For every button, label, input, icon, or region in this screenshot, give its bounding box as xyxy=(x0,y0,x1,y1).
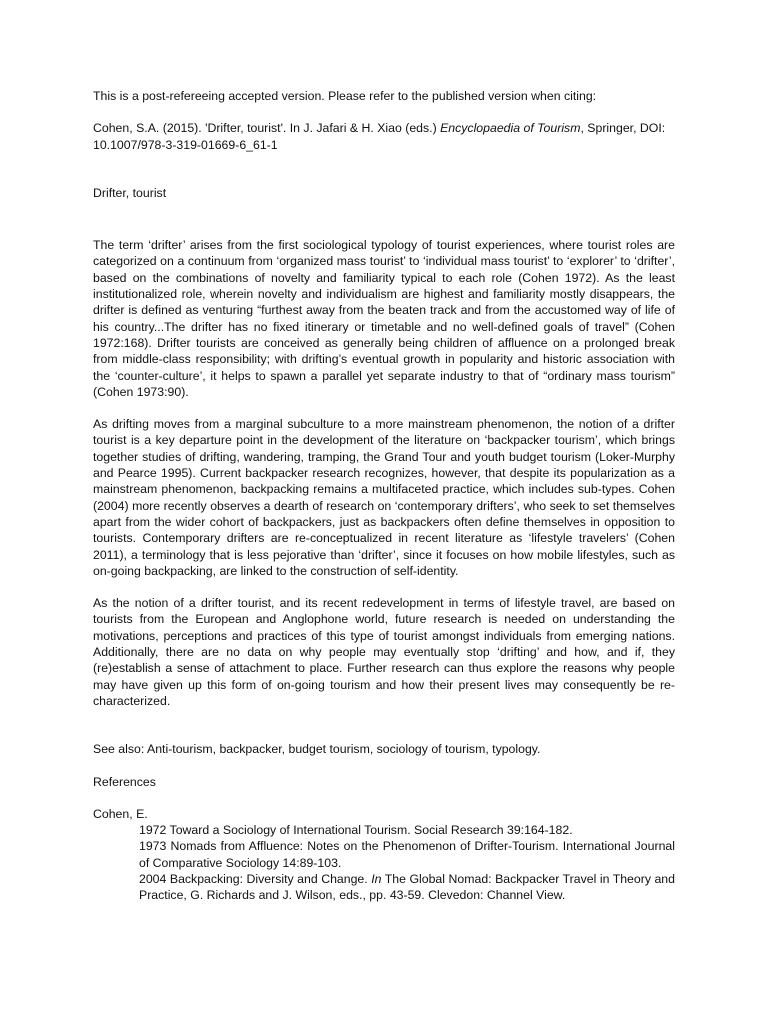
reference-entry-2004 xyxy=(93,871,675,904)
spacer xyxy=(93,153,675,185)
reference-entry-1973: 1973 Nomads from Affluence: Notes on the Phenomenon of Drifter-Tourism. International Journal of Comparative Sociology 14:89-103. xyxy=(139,839,675,870)
spacer xyxy=(93,579,675,595)
citation-suffix: , Springer, DOI: 10.1007/978-3-319-01669-6_61-1 xyxy=(93,121,666,152)
paragraph-1: The term ‘drifter’ arises from the first sociological typology of tourist experiences, where tourist roles are categorized on a continuum from ‘organized mass tourist’ to ‘individual mass tourist’ to ‘explorer’ to ‘drifter’, based on the combinations of novelty and familiarity typical to each role (Cohen 1972). As the least institutionalized role, wherein novelty and individualism are highest and familiarity mostly disappears, the drifter is defined as venturing “furthest away from the beaten track and from the accustomed way of life of his country...The drifter has no fixed itinerary or timetable and no well-defined goals of travel” (Cohen 1972:168). Drifter tourists are conceived as generally being children of affluence on a prolonged break from middle-class responsibility; with drifting’s eventual growth in popularity and historic association with the ‘counter-culture’, it helps to spawn a parallel yet separate industry to that of “ordinary mass tourism” (Cohen 1973:90). xyxy=(93,238,675,399)
spacer xyxy=(93,201,675,237)
document-page xyxy=(93,88,675,904)
citation-title: Encyclopaedia of Tourism xyxy=(440,121,581,136)
reference-2004-italic: In xyxy=(371,871,382,886)
reference-2004-prefix: 2004 Backpacking: Diversity and Change. xyxy=(139,871,372,886)
spacer xyxy=(93,709,675,741)
article-title: Drifter, tourist xyxy=(93,185,167,200)
paragraph-3: As the notion of a drifter tourist, and its recent redevelopment in terms of lifestyle travel, are based on tourists from the European and Anglophone world, future research is needed on understanding the motivations, perceptions and practices of this type of tourist amongst individuals from emerging nations. Additionally, there are no data on why people may eventually stop ‘drifting’ and how, and if, they (re)establish a sense of attachment to place. Further research can thus explore the reasons why people may have given up this form of on-going tourism and how their present lives may consequently be re-characterized. xyxy=(93,596,675,708)
references-heading: References xyxy=(93,774,156,789)
see-also: See also: Anti-tourism, backpacker, budget tourism, sociology of tourism, typology. xyxy=(93,742,541,757)
spacer xyxy=(93,790,675,806)
spacer xyxy=(93,104,675,120)
version-notice: This is a post-refereeing accepted version. Please refer to the published version when citing: xyxy=(93,89,597,103)
reference-entry-1972: 1972 Toward a Sociology of International Tourism. Social Research 39:164-182. xyxy=(139,823,573,838)
citation-prefix: Cohen, S.A. (2015). 'Drifter, tourist'. In J. Jafari & H. Xiao (eds.) xyxy=(93,121,441,136)
paragraph-2: As drifting moves from a marginal subculture to a more mainstream phenomenon, the notion of a drifter tourist is a key departure point in the development of the literature on ‘backpacker tourism’, which brings together studies of drifting, wandering, tramping, the Grand Tour and youth budget tourism (Loker-Murphy and Pearce 1995). Current backpacker research recognizes, however, that despite its popularization as a mainstream phenomenon, backpacking remains a multifaceted practice, which includes sub-types. Cohen (2004) more recently observes a dearth of research on ‘contemporary drifters’, who seek to set themselves apart from the wider cohort of backpackers, just as backpackers often define themselves in opposition to tourists. Contemporary drifters are re-conceptualized in recent literature as ‘lifestyle travelers’ (Cohen 2011), a terminology that is less pejorative than ‘drifter’, since it focuses on how mobile lifestyles, such as on-going backpacking, are linked to the construction of self-identity. xyxy=(93,417,675,578)
spacer xyxy=(93,758,675,774)
reference-author: Cohen, E. xyxy=(93,806,148,821)
citation xyxy=(93,120,675,153)
spacer xyxy=(93,400,675,416)
reference-2004-suffix: The Global Nomad: Backpacker Travel in Theory and Practice, G. Richards and J. Wilson, eds., pp. 43-59. Clevedon: Channel View. xyxy=(139,871,675,903)
